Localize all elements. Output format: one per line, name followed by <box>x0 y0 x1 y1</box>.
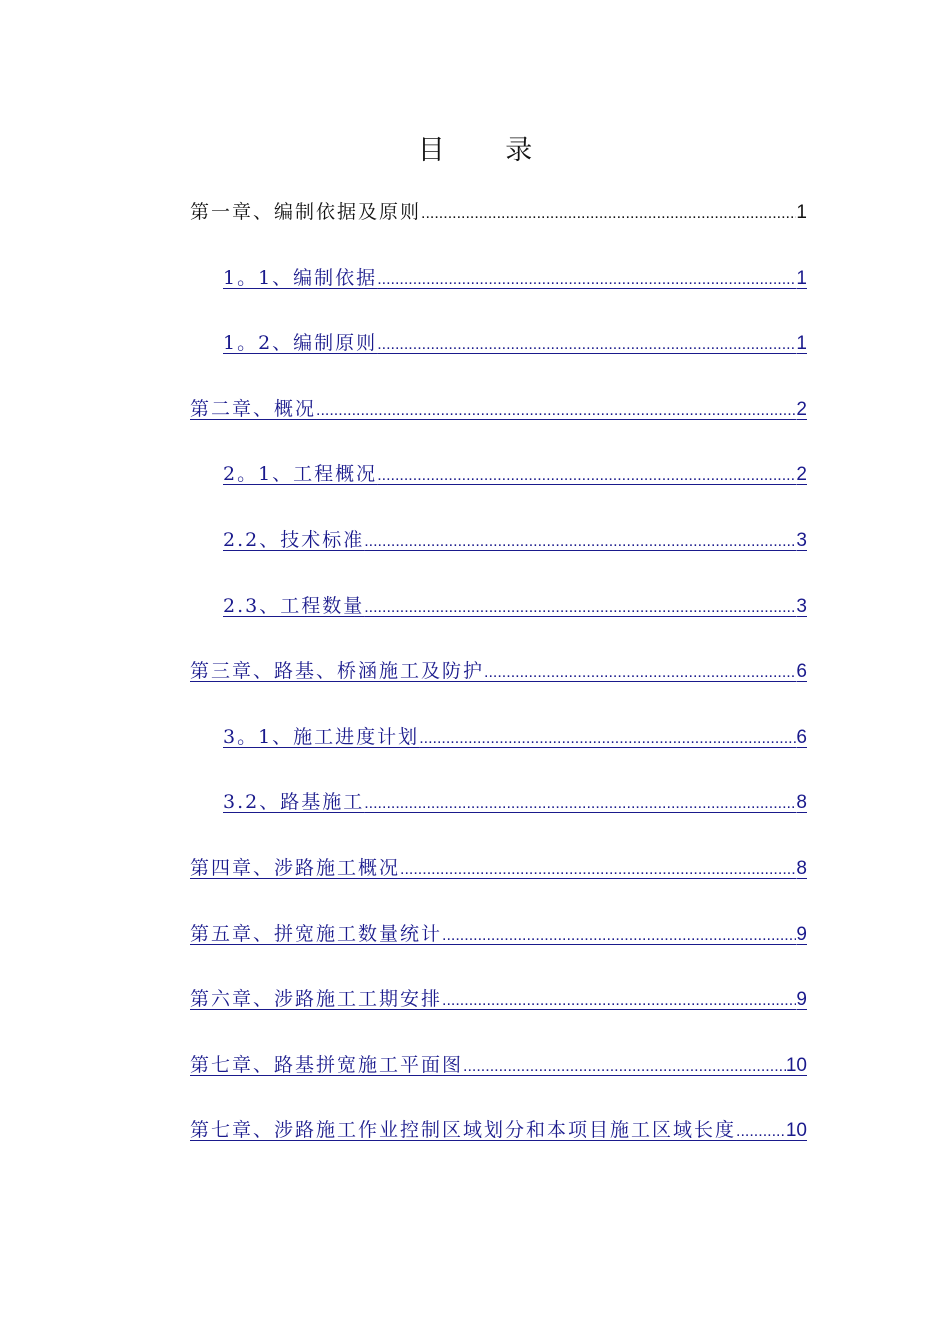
dot-leader <box>377 467 796 485</box>
toc-entry-section-2-2[interactable] <box>190 525 807 591</box>
toc-entry-page-number: 3 <box>796 595 807 617</box>
toc-entry-page-number: 3 <box>796 529 807 551</box>
toc-entry-page-number: 10 <box>785 1054 807 1076</box>
dot-leader <box>316 402 796 420</box>
dot-leader <box>400 861 796 879</box>
toc-title: 目 录 <box>417 135 559 166</box>
dot-leader <box>442 927 796 945</box>
dot-leader <box>364 795 796 813</box>
toc-entry-page-number: 2 <box>796 464 807 486</box>
toc-entry-chapter-3[interactable] <box>190 656 807 722</box>
toc-entry-label: 第四章、涉路施工概况 <box>190 856 401 879</box>
toc-entry-page-number: 1 <box>796 333 807 355</box>
toc-entry-section-3-1[interactable] <box>190 722 807 788</box>
toc-entry-chapter-2[interactable] <box>190 394 807 460</box>
toc-entry-section-1-1[interactable] <box>190 263 807 329</box>
toc-entry-label: 2.2、技术标准 <box>223 528 365 551</box>
toc-entry-section-2-1[interactable] <box>190 459 807 525</box>
toc-entry-page-number: 1 <box>796 267 807 289</box>
toc-entry-label: 2。1、工程概况 <box>223 463 378 486</box>
toc-entry-label: 2.3、工程数量 <box>223 594 365 617</box>
toc-entry-page-number: 9 <box>796 989 807 1011</box>
dot-leader <box>421 205 796 223</box>
toc-entry-chapter-1[interactable] <box>190 197 807 263</box>
toc-entry-chapter-4[interactable] <box>190 853 807 919</box>
toc-entry-label: 第二章、概况 <box>190 397 317 420</box>
toc-entry-page-number: 8 <box>796 857 807 879</box>
toc-entry-label: 1。2、编制原则 <box>223 332 378 355</box>
dot-leader <box>377 336 796 354</box>
toc-entry-label: 第六章、涉路施工工期安排 <box>190 988 443 1011</box>
toc-entry-page-number: 6 <box>796 661 807 683</box>
toc-entry-section-1-2[interactable] <box>190 328 807 394</box>
dot-leader <box>736 1123 786 1141</box>
toc-entry-page-number: 1 <box>796 202 807 223</box>
toc-entry-label: 3。1、施工进度计划 <box>223 725 420 748</box>
table-of-contents <box>190 197 807 1181</box>
toc-entry-label: 第七章、涉路施工作业控制区域划分和本项目施工区域长度 <box>190 1119 737 1142</box>
toc-entry-label: 第五章、拼宽施工数量统计 <box>190 922 443 945</box>
toc-entry-label: 第三章、路基、桥涵施工及防护 <box>190 660 485 683</box>
dot-leader <box>484 664 796 682</box>
toc-entry-page-number: 6 <box>796 726 807 748</box>
dot-leader <box>442 992 796 1010</box>
toc-entry-label: 3.2、路基施工 <box>223 791 365 814</box>
toc-entry-page-number: 8 <box>796 792 807 814</box>
dot-leader <box>364 533 796 551</box>
dot-leader <box>364 599 796 617</box>
toc-entry-chapter-5[interactable] <box>190 919 807 985</box>
dot-leader <box>377 271 796 289</box>
toc-entry-label: 1。1、编制依据 <box>223 266 378 289</box>
dot-leader <box>463 1058 786 1076</box>
toc-entry-page-number: 2 <box>796 398 807 420</box>
toc-entry-chapter-7b[interactable] <box>190 1115 807 1181</box>
toc-entry-section-3-2[interactable] <box>190 787 807 853</box>
toc-entry-page-number: 9 <box>796 923 807 945</box>
toc-entry-chapter-6[interactable] <box>190 984 807 1050</box>
toc-entry-label: 第七章、路基拼宽施工平面图 <box>190 1053 464 1076</box>
toc-entry-label: 第一章、编制依据及原则 <box>190 201 422 223</box>
toc-entry-section-2-3[interactable] <box>190 591 807 657</box>
toc-entry-page-number: 10 <box>785 1120 807 1142</box>
toc-entry-chapter-7a[interactable] <box>190 1050 807 1116</box>
dot-leader <box>419 730 796 748</box>
